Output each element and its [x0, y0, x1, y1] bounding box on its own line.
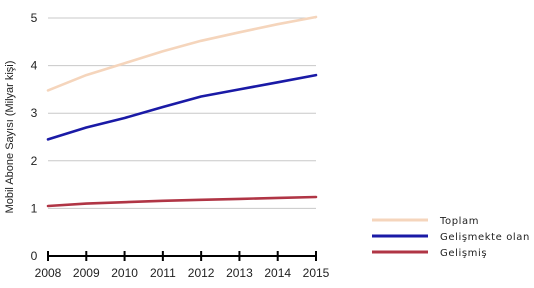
series-line-1 — [48, 17, 316, 90]
y-tick-label-1: 1 — [30, 201, 38, 216]
y-tick-label-0: 0 — [30, 249, 38, 263]
y-tick-label-5: 5 — [30, 11, 38, 25]
y-tick-label-4: 4 — [30, 58, 38, 73]
axes — [48, 251, 316, 261]
legend-label-2: Gelişmekte olan — [440, 232, 530, 243]
x-tick-label-2008: 2008 — [34, 266, 62, 280]
x-tick-label-2012: 2012 — [187, 266, 215, 280]
x-tick-label-2014: 2014 — [264, 266, 292, 280]
legend — [372, 216, 530, 259]
x-tick-labels — [35, 266, 330, 280]
x-tick-label-2011: 2011 — [149, 266, 176, 280]
x-tick-label-2013: 2013 — [226, 266, 253, 280]
y-tick-label-2: 2 — [30, 153, 38, 168]
legend-label-3: Gelişmiş — [440, 248, 488, 259]
x-tick-label-2009: 2009 — [72, 266, 100, 280]
y-axis-label: Mobil Abone Sayısı (Milyar kişi) — [4, 60, 16, 214]
x-tick-label-2010: 2010 — [111, 266, 138, 280]
series-lines — [48, 17, 316, 206]
series-line-2 — [48, 75, 316, 139]
y-tick-label-3: 3 — [30, 106, 38, 121]
series-line-3 — [48, 197, 316, 206]
legend-label-1: Toplam — [440, 216, 480, 227]
x-tick-label-2015: 2015 — [302, 266, 330, 280]
y-tick-labels — [31, 11, 38, 263]
